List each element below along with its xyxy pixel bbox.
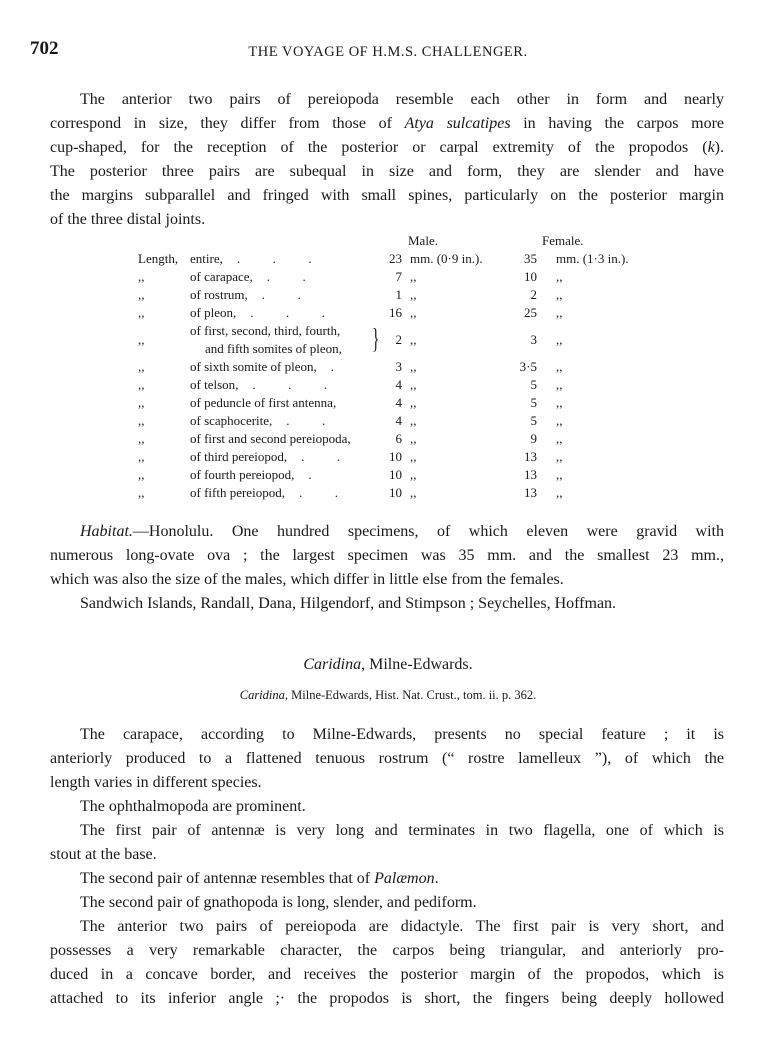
citation-genus: Caridina [239, 688, 285, 702]
spacer [537, 466, 556, 484]
text-segment: —Honolulu. One hundred specimens, of which eleven were gravid with [132, 523, 724, 540]
female-unit: mm. (1·3 in.). [556, 251, 629, 266]
male-unit: ,, [410, 359, 417, 374]
text-segment: The first pair of antennæ is very long and terminates in two flagella, one of which is [80, 822, 724, 839]
row-label: of fourth pereiopod, [190, 467, 295, 482]
text-segment: . [434, 870, 439, 887]
text-line [50, 208, 724, 232]
text-segment: anteriorly produced to a flattened tenuous rostrum (“ rostre lamelleux ”), of which the [50, 750, 724, 767]
row-label: of fifth pereiopod, [190, 485, 285, 500]
row-label-continued: and fifth somites of pleon, [205, 341, 342, 356]
row-label-cell [190, 250, 384, 268]
spacer [537, 304, 556, 322]
row-prefix: ,, [138, 413, 145, 428]
text-line [50, 843, 724, 867]
spacer [402, 484, 410, 502]
text-line [50, 867, 724, 891]
female-value: 35 [524, 251, 537, 266]
female-unit: ,, [556, 467, 563, 482]
spacer [402, 322, 410, 358]
paragraph-habitat [50, 520, 724, 616]
female-value: 25 [524, 305, 537, 320]
spacer [402, 412, 410, 430]
male-value: 7 [395, 269, 402, 284]
paragraph-caridina-description [50, 723, 724, 1011]
table-row [138, 304, 658, 322]
leader-dots: . . [266, 269, 306, 284]
table-row [138, 448, 658, 466]
spacer [402, 376, 410, 394]
female-value: 5 [530, 413, 537, 428]
row-label-cell [190, 322, 384, 358]
male-unit: ,, [410, 413, 417, 428]
spacer [537, 268, 556, 286]
spacer [402, 304, 410, 322]
text-segment: The anterior two pairs of pereiopoda are didactyle. The first pair is very short, and [80, 918, 724, 935]
table-row [138, 358, 658, 376]
female-value: 10 [524, 269, 537, 284]
female-unit: ,, [556, 332, 563, 347]
row-prefix: ,, [138, 377, 145, 392]
male-value: 3 [395, 359, 402, 374]
spacer [537, 376, 556, 394]
leader-dots: . [330, 359, 334, 374]
text-segment: cup-shaped, for the reception of the posterior or carpal extremity of the propodos ( [50, 139, 708, 156]
text-line [50, 544, 724, 568]
text-line [50, 891, 724, 915]
female-unit: ,, [556, 431, 563, 446]
male-unit: ,, [410, 485, 417, 500]
spacer [537, 358, 556, 376]
row-label-cell [190, 376, 384, 394]
text-line [50, 112, 724, 136]
text-line [50, 771, 724, 795]
female-unit: ,, [556, 395, 563, 410]
row-label-cell [190, 412, 384, 430]
female-unit: ,, [556, 305, 563, 320]
text-segment: in having the carpos more [510, 115, 724, 132]
text-segment: The anterior two pairs of pereiopoda resemble each other in form and nearly [80, 91, 724, 108]
italic-text: Atya sulcatipes [404, 115, 511, 132]
row-prefix: ,, [138, 305, 145, 320]
male-unit: ,, [410, 431, 417, 446]
male-unit: ,, [410, 332, 417, 347]
page-number: 702 [30, 38, 59, 59]
text-segment: The carapace, according to Milne-Edwards, presents no special feature ; it is [80, 726, 724, 743]
leader-dots: . . [298, 485, 338, 500]
spacer [537, 448, 556, 466]
genus-heading [100, 655, 676, 675]
row-prefix: ,, [138, 449, 145, 464]
male-value: 4 [395, 377, 402, 392]
spacer [402, 466, 410, 484]
row-label: of first and second pereiopoda, [190, 431, 351, 446]
row-label: entire, [190, 251, 223, 266]
male-unit: ,, [410, 377, 417, 392]
female-unit: ,, [556, 485, 563, 500]
spacer [402, 358, 410, 376]
paragraph-pereiopoda [50, 88, 724, 232]
male-unit: ,, [410, 395, 417, 410]
female-unit: ,, [556, 269, 563, 284]
text-line [50, 160, 724, 184]
text-line [50, 520, 724, 544]
text-segment: numerous long-ovate ova ; the largest specimen was 35 mm. and the smallest 23 mm., [50, 547, 724, 564]
italic-text: Palæmon [374, 870, 435, 887]
text-segment: correspond in size, they differ from those of [50, 115, 405, 132]
male-value: 10 [389, 467, 402, 482]
leader-dots: . . [286, 413, 326, 428]
row-label-cell [190, 448, 384, 466]
female-unit: ,, [556, 287, 563, 302]
female-value: 13 [524, 467, 537, 482]
spacer [537, 412, 556, 430]
male-value: 10 [389, 485, 402, 500]
text-segment: of the three distal joints. [50, 211, 206, 228]
row-label: of telson, [190, 377, 239, 392]
spacer [402, 250, 410, 268]
spacer [402, 286, 410, 304]
row-label: of third pereiopod, [190, 449, 288, 464]
text-line [50, 963, 724, 987]
row-prefix: Length, [138, 251, 179, 266]
spacer [537, 394, 556, 412]
male-value: 23 [389, 251, 402, 266]
text-line [50, 568, 724, 592]
male-value: 16 [389, 305, 402, 320]
male-unit: ,, [410, 269, 417, 284]
leader-dots: . [308, 467, 312, 482]
row-label-cell [190, 304, 384, 322]
table-row [138, 430, 658, 448]
female-value: 2 [530, 287, 537, 302]
text-segment: The ophthalmopoda are prominent. [80, 798, 306, 815]
row-prefix: ,, [138, 269, 145, 284]
text-line [50, 819, 724, 843]
leader-dots: . . [301, 449, 341, 464]
row-label: of scaphocerite, [190, 413, 273, 428]
spacer [402, 268, 410, 286]
female-value: 5 [530, 395, 537, 410]
text-segment: ). [714, 139, 724, 156]
text-line [50, 915, 724, 939]
female-value: 9 [530, 431, 537, 446]
spacer [402, 448, 410, 466]
table-row [138, 412, 658, 430]
row-label: of pleon, [190, 305, 237, 320]
table-row [138, 484, 658, 502]
text-line [50, 795, 724, 819]
text-segment: which was also the size of the males, which differ in little else from the females. [50, 571, 564, 588]
text-line [50, 723, 724, 747]
text-line [50, 987, 724, 1011]
row-label: of rostrum, [190, 287, 248, 302]
column-header-female: Female. [542, 233, 584, 248]
row-label: of carapace, [190, 269, 253, 284]
text-line [50, 939, 724, 963]
brace: } [371, 324, 379, 355]
female-unit: ,, [556, 359, 563, 374]
male-unit: ,, [410, 449, 417, 464]
row-prefix: ,, [138, 485, 145, 500]
male-value: 10 [389, 449, 402, 464]
running-title: THE VOYAGE OF H.M.S. CHALLENGER. [248, 44, 528, 60]
female-value: 5 [530, 377, 537, 392]
spacer [537, 484, 556, 502]
text-segment: possesses a very remarkable character, the carpos being triangular, and anteriorly pro- [50, 942, 724, 959]
leader-dots: . . . [250, 305, 325, 320]
female-unit: ,, [556, 413, 563, 428]
female-value: 3·5 [519, 359, 537, 374]
row-label-cell [190, 484, 384, 502]
table-row [138, 268, 658, 286]
row-prefix: ,, [138, 467, 145, 482]
female-value: 13 [524, 449, 537, 464]
spacer [537, 430, 556, 448]
row-label-cell [190, 466, 384, 484]
spacer [537, 286, 556, 304]
text-segment: length varies in different species. [50, 774, 262, 791]
table-row [138, 250, 658, 268]
spacer [402, 394, 410, 412]
table-row [138, 286, 658, 304]
male-unit: ,, [410, 467, 417, 482]
text-line [50, 136, 724, 160]
row-label-cell [190, 430, 384, 448]
italic-text: k [707, 139, 715, 156]
male-value: 1 [395, 287, 402, 302]
row-label: of first, second, third, fourth, [190, 323, 341, 338]
text-line [50, 747, 724, 771]
female-value: 13 [524, 485, 537, 500]
leader-dots: . . . [236, 251, 312, 266]
text-segment: Sandwich Islands, Randall, Dana, Hilgendorf, and Stimpson ; Seychelles, Hoffman. [80, 595, 617, 612]
spacer [402, 430, 410, 448]
male-unit: mm. (0·9 in.). [410, 251, 483, 266]
text-segment: the margins subparallel and fringed with small spines, particularly on the posterior margin [50, 187, 724, 204]
male-value: 4 [395, 395, 402, 410]
leader-dots: . . [261, 287, 301, 302]
table-row [138, 322, 658, 358]
citation-text: , Milne-Edwards, Hist. Nat. Crust., tom. ii. p. 362. [284, 688, 537, 702]
italic-text: Habitat. [80, 523, 133, 540]
table-row [138, 376, 658, 394]
row-label: of sixth somite of pleon, [190, 359, 317, 374]
row-label-cell [190, 268, 384, 286]
row-label: of peduncle of first antenna, [190, 395, 337, 410]
genus-citation [100, 687, 676, 703]
leader-dots: . . . [252, 377, 328, 392]
text-segment: stout at the base. [50, 846, 157, 863]
row-prefix: ,, [138, 431, 145, 446]
female-value: 3 [530, 332, 537, 347]
row-label-cell [190, 394, 384, 412]
spacer [537, 322, 556, 358]
genus-name: Caridina [303, 656, 362, 673]
male-unit: ,, [410, 287, 417, 302]
text-segment: The second pair of antennæ resembles that of [80, 870, 375, 887]
text-segment: The second pair of gnathopoda is long, slender, and pediform. [80, 894, 477, 911]
female-unit: ,, [556, 449, 563, 464]
text-line [50, 88, 724, 112]
text-segment: duced in a concave border, and receives the posterior margin of the propodos, which is [50, 966, 724, 983]
male-value: 6 [395, 431, 402, 446]
measurements-table [138, 250, 658, 502]
male-unit: ,, [410, 305, 417, 320]
row-prefix: ,, [138, 287, 145, 302]
spacer [537, 250, 556, 268]
table-row [138, 394, 658, 412]
table-row [138, 466, 658, 484]
female-unit: ,, [556, 377, 563, 392]
genus-author: , Milne-Edwards. [361, 656, 473, 673]
column-header-male: Male. [408, 233, 438, 248]
row-prefix: ,, [138, 332, 145, 347]
row-label-cell [190, 358, 384, 376]
row-label-cell [190, 286, 384, 304]
male-value: 4 [395, 413, 402, 428]
text-segment: The posterior three pairs are subequal in size and form, they are slender and have [50, 163, 724, 180]
male-value: 2 [395, 332, 402, 347]
row-prefix: ,, [138, 359, 145, 374]
text-segment: attached to its inferior angle ;· the propodos is short, the fingers being deeply hollowed [50, 990, 724, 1007]
text-line [50, 184, 724, 208]
row-prefix: ,, [138, 395, 145, 410]
text-line [50, 592, 724, 616]
